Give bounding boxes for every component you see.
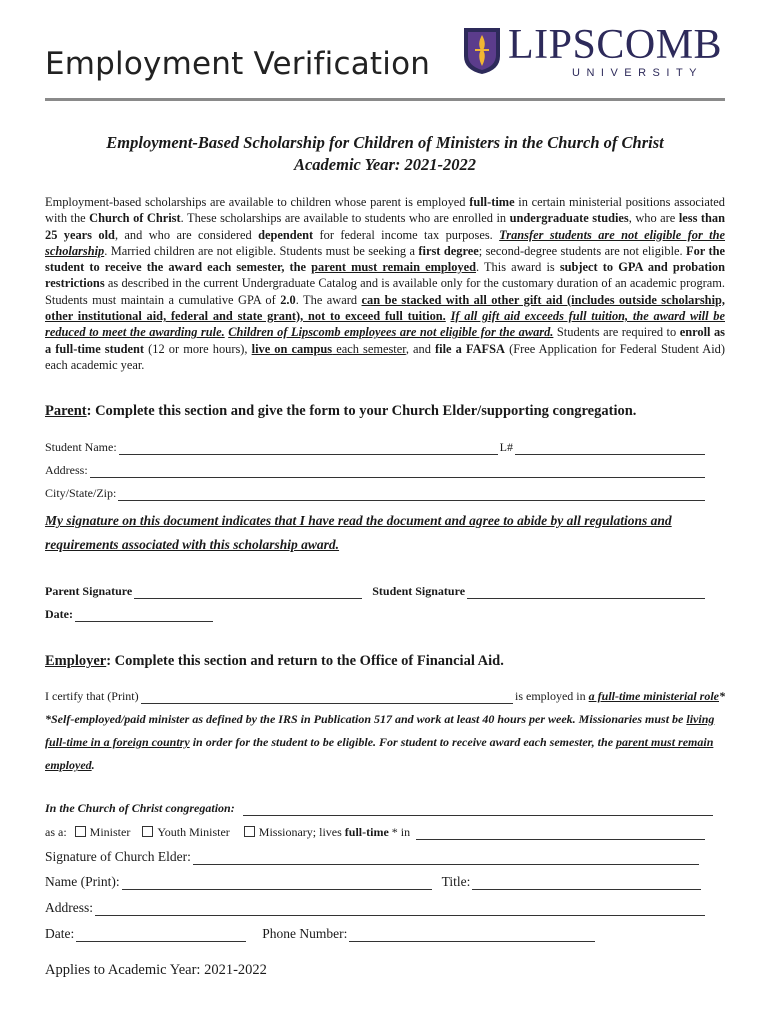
academic-year-title: Academic Year: 2021-2022 xyxy=(293,155,477,174)
as-a-label: as a: xyxy=(45,825,67,839)
city-state-zip-label: City/State/Zip: xyxy=(45,486,117,500)
congregation-field[interactable] xyxy=(243,805,713,816)
missionary-checkbox[interactable] xyxy=(244,826,255,837)
parent-signature-label: Parent Signature xyxy=(45,584,133,598)
address-row xyxy=(45,463,707,478)
employer-address-row xyxy=(45,900,707,916)
city-state-zip-field[interactable] xyxy=(118,490,705,501)
minister-option[interactable]: Minister xyxy=(75,825,131,840)
l-number-field[interactable] xyxy=(515,444,705,455)
parent-signature-field[interactable] xyxy=(134,588,362,599)
logo-subtitle: UNIVERSITY xyxy=(572,67,704,79)
student-signature-label: Student Signature xyxy=(372,584,466,598)
student-signature-field[interactable] xyxy=(467,588,705,599)
employer-note: *Self-employed/paid minister as defined by the IRS in Publication 517 and work at least 40 hours per week. Missionaries must be living full-time in a foreign country in order for the student to be eligible. For student to receive award each semester, the parent must remain employed. xyxy=(45,712,715,772)
name-print-field[interactable] xyxy=(122,879,432,890)
employer-address-field[interactable] xyxy=(95,905,705,916)
employer-section-heading: Employer: Complete this section and return to the Office of Financial Aid. xyxy=(45,653,504,669)
elder-signature-field[interactable] xyxy=(193,854,699,865)
employer-address-label: Address: xyxy=(45,900,93,915)
title-label: Title: xyxy=(441,874,471,889)
student-name-label: Student Name: xyxy=(45,440,117,454)
date-phone-row xyxy=(45,926,597,942)
phone-label: Phone Number: xyxy=(262,926,348,941)
parent-date-label: Date: xyxy=(45,607,73,621)
address-label: Address: xyxy=(45,463,88,477)
signature-row xyxy=(45,584,707,599)
signature-notice: My signature on this document indicates that I have read the document and agree to abide by all regulations and requirements associated with this scholarship award. xyxy=(45,513,672,552)
student-name-field[interactable] xyxy=(119,444,498,455)
name-title-row xyxy=(45,874,703,890)
applies-footer: Applies to Academic Year: 2021-2022 xyxy=(45,962,267,978)
title-field[interactable] xyxy=(472,879,701,890)
congregation-label: In the Church of Christ congregation: xyxy=(45,801,235,815)
address-field[interactable] xyxy=(90,467,705,478)
employer-date-label: Date: xyxy=(45,926,75,941)
parent-date-row xyxy=(45,607,215,622)
parent-date-field[interactable] xyxy=(75,611,213,622)
certify-row xyxy=(45,689,725,704)
scholarship-title: Employment-Based Scholarship for Children of Ministers in the Church of Christ xyxy=(106,133,664,152)
shield-icon xyxy=(462,26,502,76)
elder-signature-label: Signature of Church Elder: xyxy=(45,849,191,864)
missionary-location-field[interactable] xyxy=(416,829,705,840)
minister-checkbox[interactable] xyxy=(75,826,86,837)
missionary-option[interactable]: Missionary; lives full-time * in xyxy=(244,825,410,840)
page-title: Employment Verification xyxy=(45,46,431,82)
certify-label: I certify that (Print) xyxy=(45,689,139,703)
role-options-row xyxy=(45,825,707,840)
youth-minister-checkbox[interactable] xyxy=(142,826,153,837)
employer-date-field[interactable] xyxy=(76,931,246,942)
youth-minister-option[interactable]: Youth Minister xyxy=(142,825,229,840)
congregation-row xyxy=(45,801,715,816)
name-print-label: Name (Print): xyxy=(45,874,120,889)
header-divider xyxy=(45,98,725,101)
intro-paragraph: Employment-based scholarships are available to children whose parent is employed full-time in certain ministerial positions associated with the Church of Christ. These scholarships are available to students who are enrolled in undergraduate studies, who are less than 25 years old, and who are considered dependent for federal income tax purposes. Transfer students are not eligible for the scholarship. Married children are not eligible. Students must be seeking a first degree; second-degree students are not eligible. For the student to receive the award each semester, the parent must remain employed. This award is subject to GPA and probation restrictions as described in the current Undergraduate Catalog and is available only for the customary duration of an academic program. Students must maintain a cumulative GPA of 2.0. The award can be stacked with all other gift aid (includes outside scholarship, other institutional aid, federal and state grant), not to exceed full tuition. If all gift aid exceeds full tuition, the award will be reduced to meet the awarding rule. Children of Lipscomb employees are not eligible for the award. Students are required to enroll as a full-time student (12 or more hours), live on campus each semester, and file a FAFSA (Free Application for Federal Student Aid) each academic year. xyxy=(45,195,726,372)
certify-name-field[interactable] xyxy=(141,693,513,704)
phone-field[interactable] xyxy=(349,931,595,942)
student-name-row xyxy=(45,440,707,455)
elder-signature-row xyxy=(45,849,701,865)
lipscomb-logo xyxy=(462,24,732,84)
parent-section-heading: Parent: Complete this section and give the form to your Church Elder/supporting congregation. xyxy=(45,403,637,419)
city-row xyxy=(45,486,707,501)
l-number-label: L# xyxy=(499,440,513,454)
logo-wordmark: LIPSCOMB xyxy=(508,22,723,68)
is-employed-label: is employed in a full-time ministerial role* xyxy=(514,689,725,703)
